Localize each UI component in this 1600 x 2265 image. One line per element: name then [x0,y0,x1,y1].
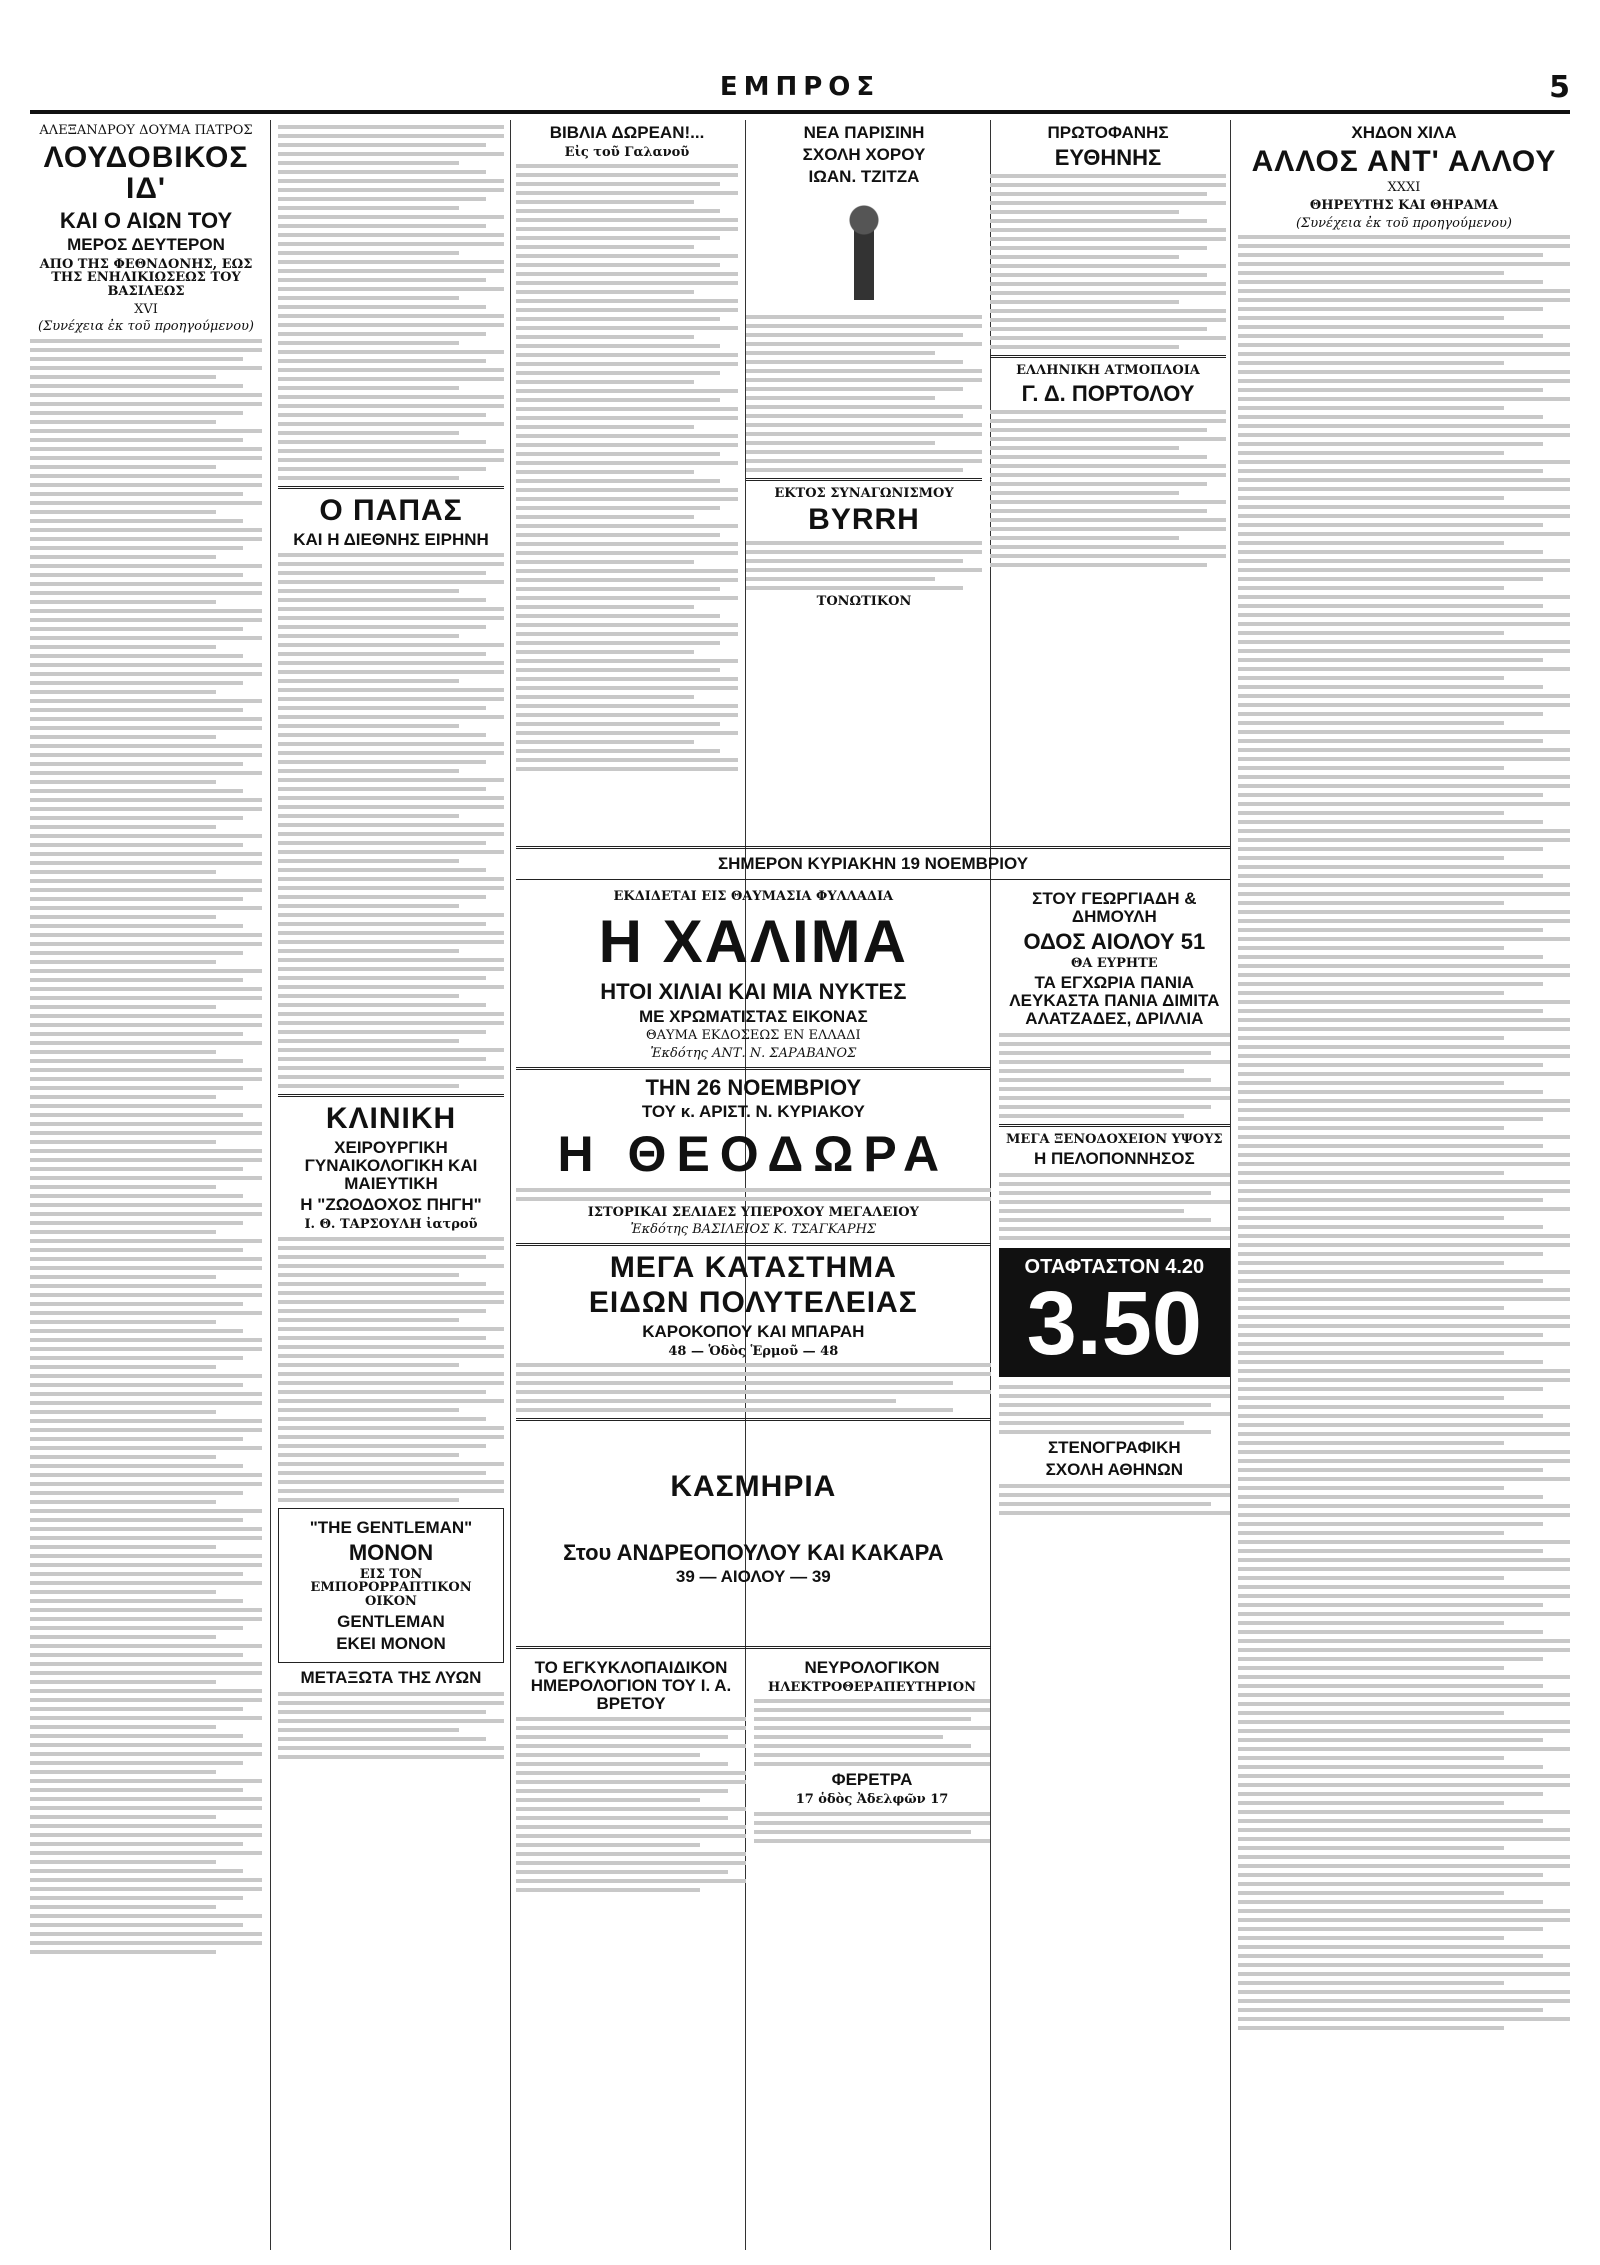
shipping-line: ΕΛΛΗΝΙΚΗ ΑΤΜΟΠΛΟΙΑ [1016,362,1200,378]
publishing-ads [516,886,991,1898]
theodora-subtitle: ΙΣΤΟΡΙΚΑΙ ΣΕΛΙΔΕΣ ΥΠΕΡΟΧΟΥ ΜΕΓΑΛΕΙΟΥ [587,1204,919,1220]
dance-director: ΙΩΑΝ. ΤΖΙΤΖΑ [808,166,920,186]
store-find: ΘΑ ΕΥΡΗΤΕ [1070,955,1158,971]
center-ads [516,120,1230,2250]
serial-subtitle: ΚΑΙ Ο ΑΙΩΝ ΤΟΥ [59,207,233,233]
pope-headline: Ο ΠΑΠΑΣ [319,494,463,527]
neuro-subtitle: ΗΛΕΚΤΡΟΘΕΡΑΠΕΥΤΗΡΙΟΝ [768,1679,976,1695]
body-text [746,541,982,590]
gentleman-title: "THE GENTLEMAN" [309,1517,473,1537]
body-text [990,174,1226,349]
continued-note: (Συνέχεια ἐκ τοῦ προηγούμενου) [37,319,255,335]
steno-title: ΣΤΕΝΟΓΡΑΦΙΚΗ [1047,1438,1181,1458]
body-text [30,339,262,1954]
cashmere-title: ΚΑΣΜΗΡΙΑ [670,1470,837,1504]
coffins-address: 17 ὁδὸς Ἀδελφῶν 17 [795,1792,949,1808]
body-text [990,410,1226,567]
neuro-title: ΝΕΥΡΟΛΟΓΙΚΟΝ [804,1657,940,1677]
body-text [754,1699,990,1766]
feuilleton-chapter: XXXI [1387,180,1421,196]
shop-column-bottom [999,886,1230,1898]
halima-subtitle-3: ΘΑΥΜΑ ΕΚΔΟΣΕΩΣ ΕΝ ΕΛΛΑΔΙ [645,1028,861,1044]
body-text [1238,235,1570,2030]
sunday-banner: ΣΗΜΕΡΟΝ ΚΥΡΙΑΚΗΝ 19 ΝΟΕΜΒΡΙΟΥ [717,854,1029,873]
body-text [516,1188,991,1201]
store-subtitle: ΕΙΔΩΝ ΠΟΛΥΤΕΛΕΙΑΣ [588,1286,918,1320]
hotel-name: Η ΠΕΛΟΠΟΝΝΗΣΟΣ [1033,1149,1195,1169]
shop-column-top [990,120,1226,840]
gentleman-footer: ΕΚΕΙ ΜΟΝΟΝ [336,1633,446,1653]
firstclass-headline: ΠΡΩΤΟΦΑΝΗΣ [1047,123,1169,142]
serial-title: ΛΟΥΔΟΒΙΚΟΣ ΙΔ' [43,140,249,206]
cashmere-address: 39 — ΑΙΟΛΟΥ — 39 [675,1567,831,1586]
store-address: 48 — Ὁδὸς Ἑρμοῦ — 48 [668,1343,839,1359]
dance-school: ΣΧΟΛΗ ΧΟΡΟΥ [802,144,926,164]
body-text [278,125,504,480]
clinic-name: Η "ΖΩΟΔΟΧΟΣ ΠΗΓΗ" [300,1195,482,1215]
series-name: ΧΗΔΟΝ ΧΙΛΑ [1351,123,1457,142]
almanac-ad [516,1655,746,1898]
store-goods: ΤΑ ΕΓΧΩΡΙΑ ΠΑΝΙΑ ΛΕΥΚΑΣΤΑ ΠΑΝΙΑ ΔΙΜΙΤΑ ΑΛΑΤΖΑΔΕΣ, ΔΡΙΛΛΙΑ [1009,973,1220,1028]
body-text [516,1363,991,1412]
theodora-author: ΤΟΥ κ. ΑΡΙΣΤ. Ν. ΚΥΡΙΑΚΟΥ [641,1101,865,1121]
body-text [999,1385,1230,1434]
halima-publisher: Ἐκδότης ΑΝΤ. Ν. ΣΑΡΑΒΑΝΟΣ [650,1046,857,1062]
newspaper-title: ΕΜΠΡΟΣ [719,72,881,102]
publishing-banner: ΕΚΔΙΔΕΤΑΙ ΕΙΣ ΘΑΥΜΑΣΙΑ ΦΥΛΛΑΔΙΑ [613,888,894,904]
books-column [516,120,738,840]
steno-school: ΣΧΟΛΗ ΑΘΗΝΩΝ [1045,1460,1184,1480]
chapter-number: XVI [134,301,158,317]
dancers-illustration [819,190,909,310]
byline: ΑΛΕΞΑΝΔΡΟΥ ΔΟΥΜΑ ΠΑΤΡΟΣ [39,123,253,138]
theodora-publisher: Ἐκδότης ΒΑΣΙΛΕΙΟΣ Κ. ΤΣΑΓΚΑΡΗΣ [630,1222,877,1238]
cigarette-brand: ΟΤΑΦΤΑΣΤΟΝ 4.20 [1024,1256,1205,1279]
column-serial-story [30,120,262,2250]
books-headline: ΒΙΒΛΙΑ ΔΩΡΕΑΝ!... [549,123,705,142]
masthead [30,70,1570,114]
store-street: ΟΔΟΣ ΑΙΟΛΟΥ 51 [1023,928,1206,954]
store-title: ΜΕΓΑ ΚΑΤΑΣΤΗΜΑ [609,1250,897,1284]
serial-part: ΜΕΡΟΣ ΔΕΥΤΕΡΟΝ [67,234,225,254]
theatre-name: ΝΕΑ ΠΑΡΙΣΙΝΗ [803,123,925,142]
body-text [999,1173,1230,1240]
clinic-doctor: Ι. Θ. ΤΑΡΣΟΥΛΗ ἰατροῦ [304,1217,478,1233]
body-text [754,1812,990,1843]
column-rule [1230,120,1231,2250]
store-owners: ΚΑΡΟΚΟΠΟΥ ΚΑΙ ΜΠΑΡΑΗ [642,1321,865,1341]
body-text [516,1717,746,1892]
column-rule [270,120,271,2250]
bargain-headline: ΕΥΘΗΝΗΣ [1054,144,1162,170]
serial-section: ΑΠΟ ΤΗΣ ΦΕΘΝΔΟΝΗΣ, ΕΩΣ ΤΗΣ ΕΝΗΛΙΚΙΩΣΕΩΣ ΤΟΥ ΒΑΣΙΛΕΩΣ [39,256,253,299]
clinic-title: ΚΛΙΝΙΚΗ [325,1102,457,1136]
feuilleton-subtitle: ΘΗΡΕΥΤΗΣ ΚΑΙ ΘΗΡΑΜΑ [1309,197,1499,213]
gentleman-brand: GENTLEMAN [337,1611,445,1631]
books-sub: Εἰς τοῦ Γαλανοῦ [564,144,690,160]
body-text [278,553,504,1088]
feuilleton-title: ΑΛΛΟΣ ΑΝΤ' ΑΛΛΟΥ [1251,144,1557,178]
halima-title: Η ΧΑΛΙΜΑ [598,908,908,976]
cigarette-ad: ΟΤΑΦΤΑΣΤΟΝ 4.20 3.50 [999,1248,1230,1377]
dance-school-column [746,120,982,840]
body-text [999,1033,1230,1118]
body-text [516,164,738,771]
cashmere-store: Στου ΑΝΔΡΕΟΠΟΥΛΟΥ ΚΑΙ ΚΑΚΑΡΑ [563,1539,944,1565]
page-number: 5 [1549,70,1570,105]
body-text [746,315,982,472]
column-news-ads [278,120,504,2250]
halima-subtitle: ΗΤΟΙ ΧΙΛΙΑΙ ΚΑΙ ΜΙΑ ΝΥΚΤΕΣ [600,979,907,1005]
gentleman-only: ΜΟΝΟΝ [348,1539,434,1565]
byrrh-tag: ΤΟΝΩΤΙΚΟΝ [816,593,912,609]
column-feuilleton [1238,120,1570,2250]
body-text [278,1237,504,1502]
hotel-subtitle: ΜΕΓΑ ΞΕΝΟΔΟΧΕΙΟΝ ΥΨΟΥΣ [1006,1131,1223,1147]
column-rule [510,120,511,2250]
exhibition-note: ΕΚΤΟΣ ΣΥΝΑΓΩΝΙΣΜΟΥ [774,485,954,501]
body-text [278,1692,504,1759]
silk-headline: ΜΕΤΑΞΩΤΑ ΤΗΣ ΛΥΩΝ [300,1668,482,1688]
body-text [999,1484,1230,1515]
pope-subheadline: ΚΑΙ Η ΔΙΕΘΝΗΣ ΕΙΡΗΝΗ [293,529,489,549]
halima-subtitle-2: ΜΕ ΧΡΩΜΑΤΙΣΤΑΣ ΕΙΚΟΝΑΣ [638,1006,868,1026]
theodora-title: Η ΘΕΟΔΩΡΑ [557,1125,950,1182]
byrrh-brand: BYRRH [808,503,920,537]
almanac-title: ΤΟ ΕΓΚΥΚΛΟΠΑΙΔΙΚΟΝ ΗΜΕΡΟΛΟΓΙΟΝ ΤΟΥ Ι. Α. ΒΡΕΤΟΥ [530,1657,732,1713]
shipping-company: Γ. Δ. ΠΟΡΤΟΛΟΥ [1021,380,1195,406]
store-name: ΣΤΟΥ ΓΕΩΡΓΙΑΔΗ & ΔΗΜΟΥΛΗ [1032,888,1197,926]
clinic-subtitle: ΧΕΙΡΟΥΡΓΙΚΗ ΓΥΝΑΙΚΟΛΟΓΙΚΗ ΚΑΙ ΜΑΙΕΥΤΙΚΗ [304,1137,478,1193]
coffins-title: ΦΕΡΕΤΡΑ [831,1770,913,1790]
neuro-ad [754,1655,990,1898]
release-date: ΤΗΝ 26 ΝΟΕΜΒΡΙΟΥ [645,1074,862,1100]
gentleman-sub: ΕΙΣ ΤΟΝ ΕΜΠΟΡΟΡΡΑΠΤΙΚΟΝ ΟΙΚΟΝ [310,1566,472,1610]
feuilleton-continued: (Συνέχεια ἐκ τοῦ προηγούμενου) [1295,215,1513,231]
